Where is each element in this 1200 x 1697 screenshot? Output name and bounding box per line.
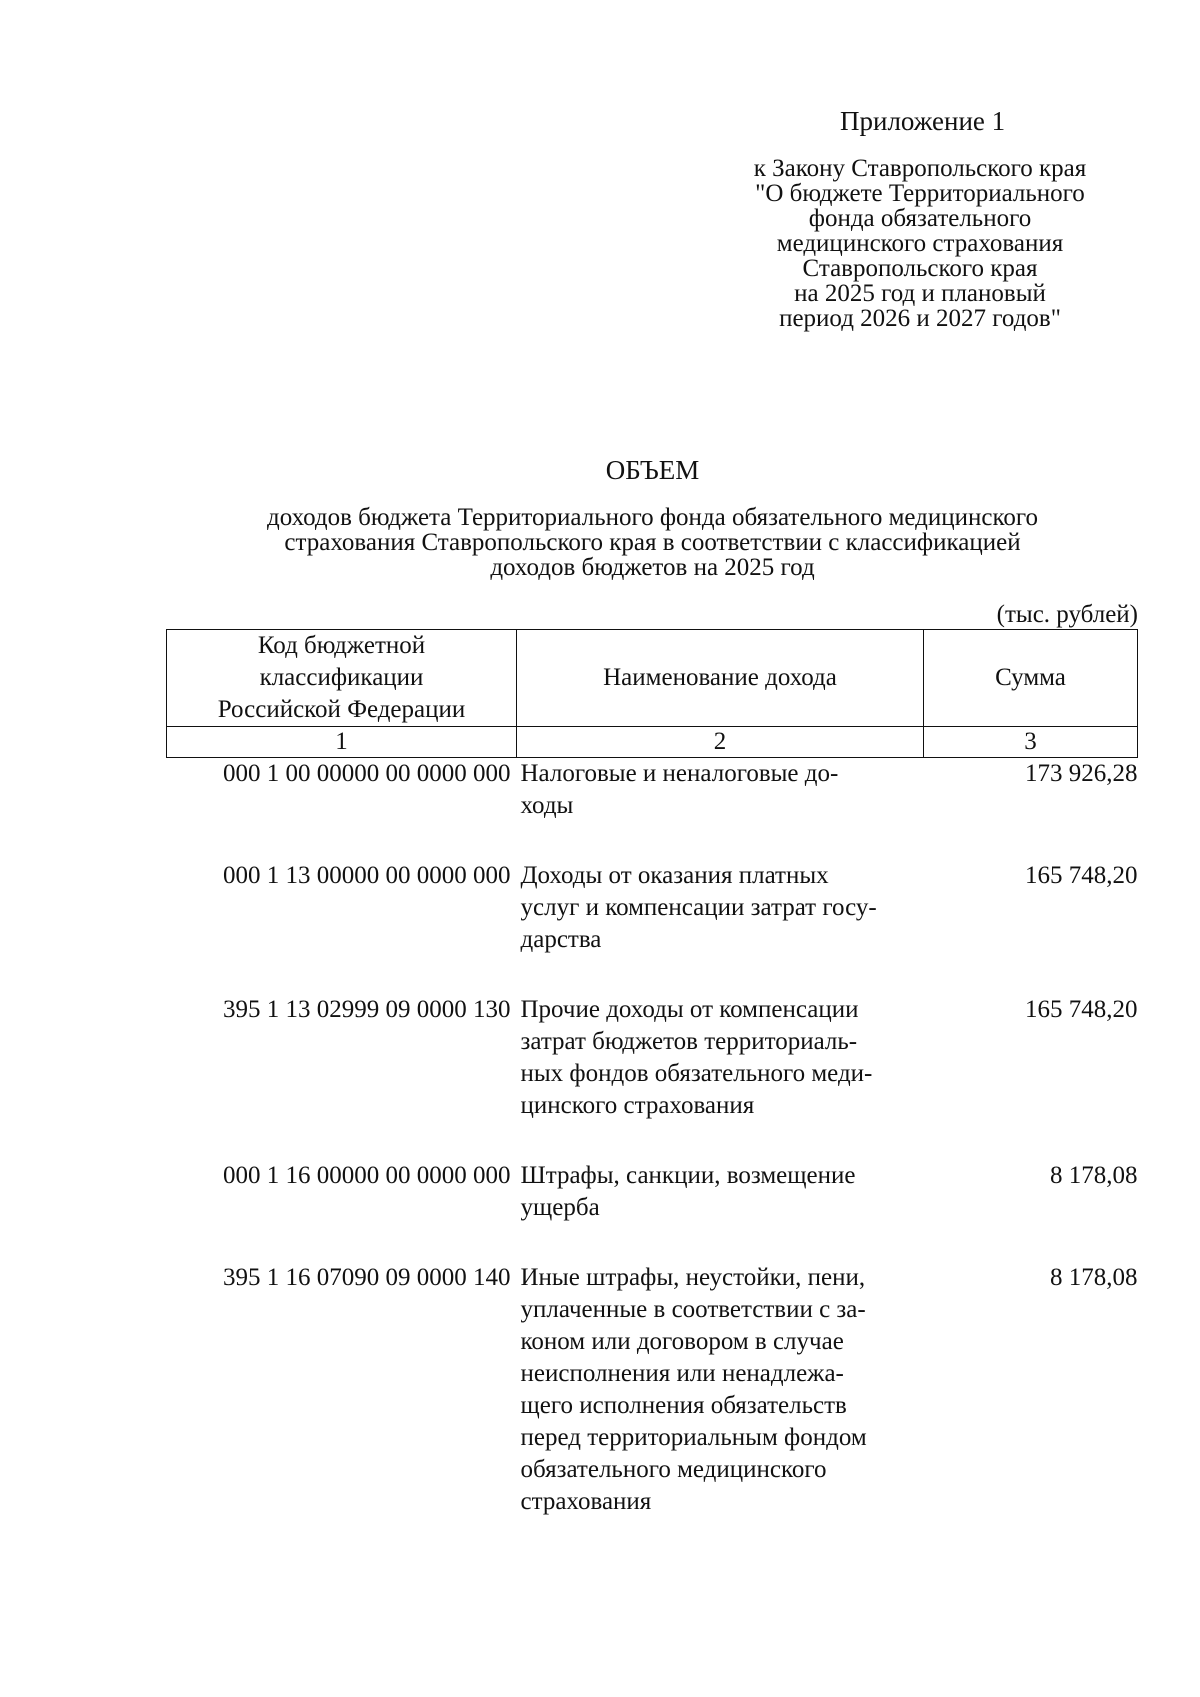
row-name-line: Доходы от оказания платных — [520, 862, 829, 889]
row-name-line: щего исполнения обязательств — [520, 1392, 847, 1419]
header-code-line: Российской Федерации — [217, 696, 466, 723]
appendix-reference — [715, 156, 1125, 331]
row-name-line: коном или договором в случае — [520, 1328, 844, 1355]
column-number: 2 — [517, 727, 924, 758]
appendix-ref-line: фонда обязательного — [808, 205, 1032, 232]
row-sum: 165 748,20 — [1025, 996, 1138, 1023]
row-name-line: Налоговые и неналоговые до- — [520, 760, 839, 787]
row-sum: 8 178,08 — [1050, 1264, 1138, 1291]
row-name-line: Прочие доходы от компенсации — [520, 996, 859, 1023]
row-name-line: услуг и компенсации затрат госу- — [520, 894, 877, 921]
row-code: 000 1 16 00000 00 0000 000 — [223, 1162, 511, 1189]
units-label: (тыс. рублей) — [996, 601, 1138, 628]
header-name: Наименование дохода — [517, 630, 924, 727]
row-name-line: уплаченные в соответствии с за- — [520, 1296, 866, 1323]
header-code-line: Код бюджетной — [257, 632, 426, 659]
row-code: 395 1 16 07090 09 0000 140 — [223, 1264, 511, 1291]
row-name-line: Штрафы, санкции, возмещение — [520, 1162, 856, 1189]
column-number: 1 — [167, 727, 517, 758]
row-name — [517, 1160, 924, 1224]
column-number: 3 — [924, 727, 1138, 758]
row-name — [517, 860, 924, 956]
table-row — [167, 758, 1138, 823]
row-sum: 173 926,28 — [1025, 760, 1138, 787]
row-name-line: ущерба — [520, 1194, 600, 1221]
table-row — [167, 1160, 1138, 1224]
row-spacer — [167, 1122, 1138, 1160]
row-spacer — [167, 822, 1138, 860]
row-sum: 165 748,20 — [1025, 862, 1138, 889]
row-spacer — [167, 956, 1138, 994]
row-name-line: страхования — [520, 1488, 652, 1515]
row-code: 000 1 00 00000 00 0000 000 — [223, 760, 511, 787]
row-name-line: обязательного медицинского — [520, 1456, 827, 1483]
row-code: 395 1 13 02999 09 0000 130 — [223, 996, 511, 1023]
row-name — [517, 1262, 924, 1518]
subtitle-line: страхования Ставропольского края в соответствии с классификацией — [284, 529, 1021, 556]
appendix-ref-line: медицинского страхования — [776, 230, 1064, 257]
row-sum: 8 178,08 — [1050, 1162, 1138, 1189]
table-row — [167, 1262, 1138, 1518]
header-code-line: классификации — [259, 664, 424, 691]
row-name — [517, 758, 924, 823]
row-name-line: затрат бюджетов территориаль- — [520, 1028, 858, 1055]
appendix-ref-line: на 2025 год и плановый — [794, 280, 1046, 307]
table-row — [167, 994, 1138, 1122]
table-row — [167, 860, 1138, 956]
document-title: ОБЪЕМ — [605, 455, 700, 485]
row-name-line: дарства — [520, 926, 602, 953]
row-name-line: перед территориальным фондом — [520, 1424, 867, 1451]
appendix-title: Приложение 1 — [840, 106, 1006, 136]
appendix-ref-line: "О бюджете Территориального — [755, 180, 1085, 207]
row-name-line: Иные штрафы, неустойки, пени, — [520, 1264, 866, 1291]
table-header-row — [167, 630, 1138, 727]
row-spacer — [167, 1224, 1138, 1262]
subtitle-line: доходов бюджета Территориального фонда обязательного медицинского — [266, 504, 1039, 531]
column-number-row — [167, 727, 1138, 758]
subtitle-line: доходов бюджетов на 2025 год — [490, 554, 815, 581]
header-code — [167, 630, 517, 727]
revenue-table — [166, 629, 1138, 1518]
appendix-ref-line: период 2026 и 2027 годов" — [779, 305, 1061, 332]
header-sum: Сумма — [924, 630, 1138, 727]
row-name-line: неисполнения или ненадлежа- — [520, 1360, 844, 1387]
appendix-ref-line: Ставропольского края — [802, 255, 1038, 282]
row-name-line: цинского страхования — [520, 1092, 755, 1119]
row-name-line: ходы — [520, 792, 574, 819]
row-name — [517, 994, 924, 1122]
document-subtitle — [150, 505, 1155, 580]
row-code: 000 1 13 00000 00 0000 000 — [223, 862, 511, 889]
row-name-line: ных фондов обязательного меди- — [520, 1060, 873, 1087]
appendix-ref-line: к Закону Ставропольского края — [753, 155, 1087, 182]
